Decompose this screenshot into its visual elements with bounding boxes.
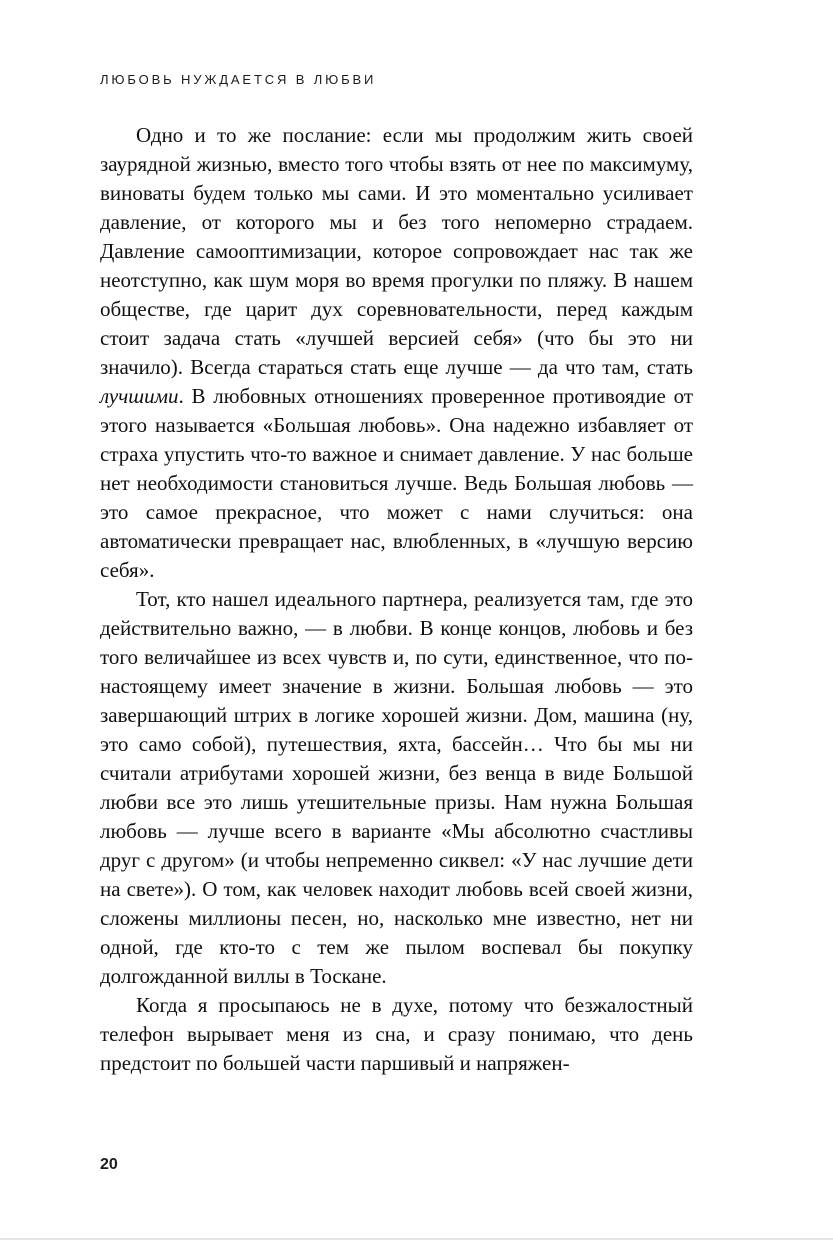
italic-text-run: лучшими — [100, 384, 179, 408]
running-header: ЛЮБОВЬ НУЖДАЕТСЯ В ЛЮБВИ — [100, 72, 377, 87]
text-run: Одно и то же послание: если мы продолжим жить своей заурядной жизнью, вместо того чтобы взять от нее по максимуму, виноваты будем только мы сами. И это моментально усиливает давление, от которого мы и без того непомерно страдаем. Давление самооптимизации, которое сопровождает нас так же неотступно, как шум моря во время прогулки по пляжу. В нашем обществе, где царит дух соревновательности, перед каждым стоит задача стать «лучшей версией себя» (что бы это ни значило). Всегда стараться стать еще лучше — да что там, стать — [100, 123, 693, 379]
page-body — [100, 121, 693, 1078]
text-run: . В любовных отношениях проверенное противоядие от этого называется «Большая любовь». Она надежно избавляет от страха упустить что-то важное и снимает давление. У нас больше нет необходимости становиться лучше. Ведь Большая любовь — это самое прекрасное, что может с нами случиться: она автоматически превращает нас, влюбленных, в «лучшую версию себя». — [100, 384, 693, 582]
text-run: Когда я просыпаюсь не в духе, потому что безжалостный телефон вырывает меня из сна, и сразу понимаю, что день предстоит по большей части паршивый и напряжен- — [100, 993, 693, 1075]
paragraph — [100, 991, 693, 1078]
text-run: Тот, кто нашел идеального партнера, реализуется там, где это действительно важно, — в любви. В конце концов, любовь и без того величайшее из всех чувств и, по сути, единственное, что по-настоящему имеет значение в жизни. Большая любовь — это завершающий штрих в логике хорошей жизни. Дом, машина (ну, это само собой), путешествия, яхта, бассейн… Что бы мы ни считали атрибутами хорошей жизни, без венца в виде Большой любви все это лишь утешительные призы. Нам нужна Большая любовь — лучше всего в варианте «Мы абсолютно счастливы друг с другом» (и чтобы непременно сиквел: «У нас лучшие дети на свете»). О том, как человек находит любовь всей своей жизни, сложены миллионы песен, но, насколько мне известно, нет ни одной, где кто-то с тем же пылом воспевал бы покупку долгожданной виллы в Тоскане. — [100, 587, 693, 988]
paragraph — [100, 121, 693, 585]
page-number: 20 — [100, 1156, 118, 1173]
paragraph — [100, 585, 693, 991]
